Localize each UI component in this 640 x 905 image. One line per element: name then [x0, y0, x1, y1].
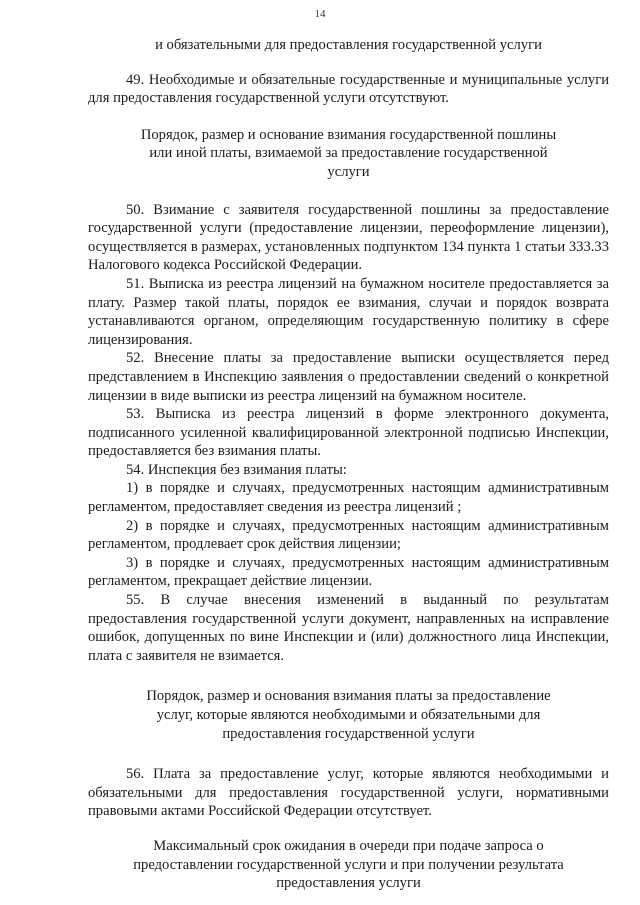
paragraph-53: 53. Выписка из реестра лицензий в форме электронного документа, подписанного усиленной квалифицированной электронной подписью Инспекции, предоставляется без взимания платы. — [88, 406, 609, 460]
paragraph-55: 55. В случае внесения изменений в выданный по результатам предоставления государственной услуги документ, направленных на исправление ошибок, допущенных по вине Инспекции и (или) должностного лица Инспекции, плата с заявителя не взимается. — [88, 592, 609, 664]
section-heading-queue-time: Максимальный срок ожидания в очереди при подаче запроса о предоставлении государственной услуги и при получении результата предоставления услуги — [133, 837, 564, 892]
paragraph-54: 54. Инспекция без взимания платы: — [126, 461, 347, 478]
paragraph-54-item-2: 2) в порядке и случаях, предусмотренных настоящим административным регламентом, продлевает срок действия лицензии; — [88, 517, 609, 553]
document-body — [88, 36, 609, 893]
paragraph-56: 56. Плата за предоставление услуг, которые являются необходимыми и обязательными для предоставления государственной услуги, нормативными правовыми актами Российской Федерации отсутствует. — [88, 766, 609, 820]
page-number: 14 — [314, 8, 326, 20]
paragraph-50: 50. Взимание с заявителя государственной пошлины за предоставление государственной услуги (предоставление лицензии, переоформление лицензии), осуществляется в размерах, установленных подпунктом 134 пункта 1 статьи 333.33 Налогового кодекса Российской Федерации. — [88, 201, 609, 274]
paragraph-52: 52. Внесение платы за предоставление выписки осуществляется перед представлением в Инспекцию заявления о предоставлении сведений о конкретной лицензии в виде выписки из реестра лицензий на бумажном носителе. — [88, 350, 609, 404]
paragraph-54-item-1: 1) в порядке и случаях, предусмотренных настоящим административным регламентом, предоставляет сведения из реестра лицензий ; — [88, 480, 609, 516]
section-heading-service-fees: Порядок, размер и основания взимания платы за предоставление услуг, которые являются необходимыми и обязательными для предоставления государственной услуги — [146, 688, 551, 742]
paragraph-49: 49. Необходимые и обязательные государственные и муниципальные услуги для предоставления государственной услуги отсутствуют. — [88, 71, 609, 107]
section-heading-fees: Порядок, размер и основание взимания государственной пошлины или иной платы, взимаемой за предоставление государственной услуги — [140, 126, 557, 180]
paragraph-51: 51. Выписка из реестра лицензий на бумажном носителе предоставляется за плату. Размер такой платы, порядок ее взимания, случаи и порядок возврата устанавливаются органом, определяющим государственную политику в сфере лицензирования. — [88, 275, 609, 348]
paragraph-54-item-3: 3) в порядке и случаях, предусмотренных настоящим административным регламентом, прекращает действие лицензии. — [88, 554, 609, 590]
section-heading-continuation: и обязательными для предоставления государственной услуги — [155, 37, 542, 53]
